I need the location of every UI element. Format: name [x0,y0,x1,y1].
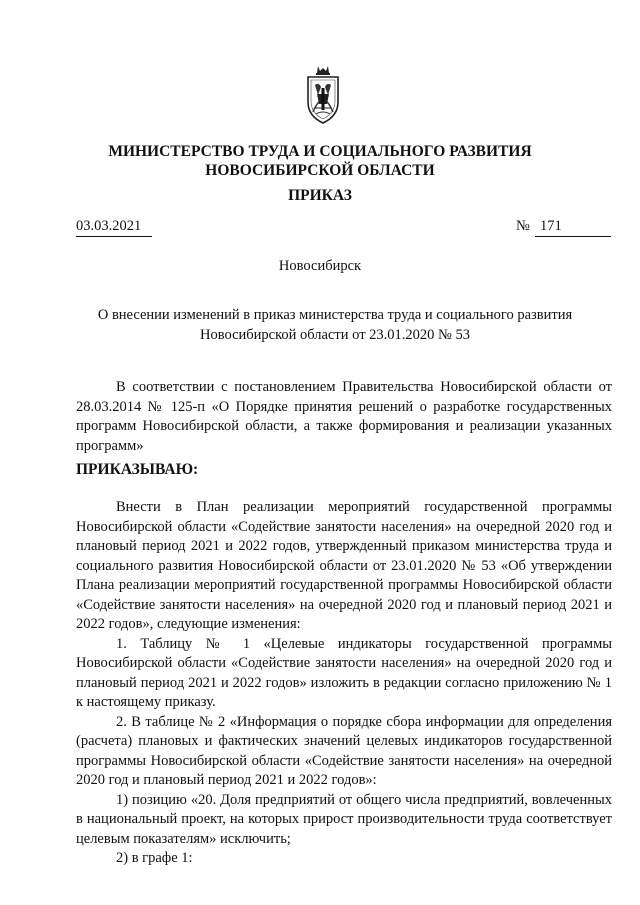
ministry-name [60,142,580,180]
paragraph-subitem-1: 1) позицию «20. Доля предприятий от общего числа предприятий, вовлеченных в национальный проект, на которых прирост производительности труда соответствует целевым показателям» исключить; [76,791,612,847]
decree-heading: ПРИКАЗЫВАЮ: [76,461,199,478]
subject-line-1: О внесении изменений в приказ министерства труда и социального развития [97,307,573,323]
paragraph-item-2: 2. В таблице № 2 «Информация о порядке сбора информации для определения (расчета) плановых и фактических значений целевых индикаторов государственной программы Новосибирской области «Содействие занятости населения» на очередной 2020 год и плановый период 2021 и 2022 годов»: [76,713,612,788]
city-name: Новосибирск [278,258,362,274]
paragraph-main: Внести в План реализации мероприятий государственной программы Новосибирской области «Содействие занятости населения» на очередной 2020 год и плановый период 2021 и 2022 годов, утвержденный приказом министерства труда и социального развития Новосибирской области от 23.01.2020 № 53 «Об утверждении Плана реализации мероприятий государственной программы Новосибирской области «Содействие занятости населения» на очередной 2020 год и плановый период 2021 и 2022 годов», следующие изменения: [76,499,612,632]
paragraph-item-1: 1. Таблицу № 1 «Целевые индикаторы государственной программы Новосибирской области «Содействие занятости населения» на очередной 2020 год и плановый период 2021 и 2022 годов» изложить в редакции согласно приложению № 1 к настоящему приказу. [76,635,612,710]
preamble-text: В соответствии с постановлением Правительства Новосибирской области от 28.03.2014 № 125-п «О Порядке принятия решений о разработке государственных программ Новосибирской области, а также формирования и реализации указанных программ» [76,379,612,454]
ministry-name-line-2: НОВОСИБИРСКОЙ ОБЛАСТИ [205,162,435,179]
date-underline [76,236,152,237]
order-number-label: № [516,218,530,234]
preamble [76,378,612,456]
order-date: 03.03.2021 [76,218,142,234]
paragraph-subitem-2: 2) в графе 1: [116,850,193,866]
order-number: 171 [540,218,562,234]
order-subject [70,305,600,345]
subject-line-2: Новосибирской области от 23.01.2020 № 53 [200,327,470,343]
ministry-name-line-1: МИНИСТЕРСТВО ТРУДА И СОЦИАЛЬНОГО РАЗВИТИЯ [108,143,532,160]
number-underline [535,236,611,237]
order-body [76,498,612,869]
document-title: ПРИКАЗ [288,187,352,204]
coat-of-arms-icon [305,64,341,126]
